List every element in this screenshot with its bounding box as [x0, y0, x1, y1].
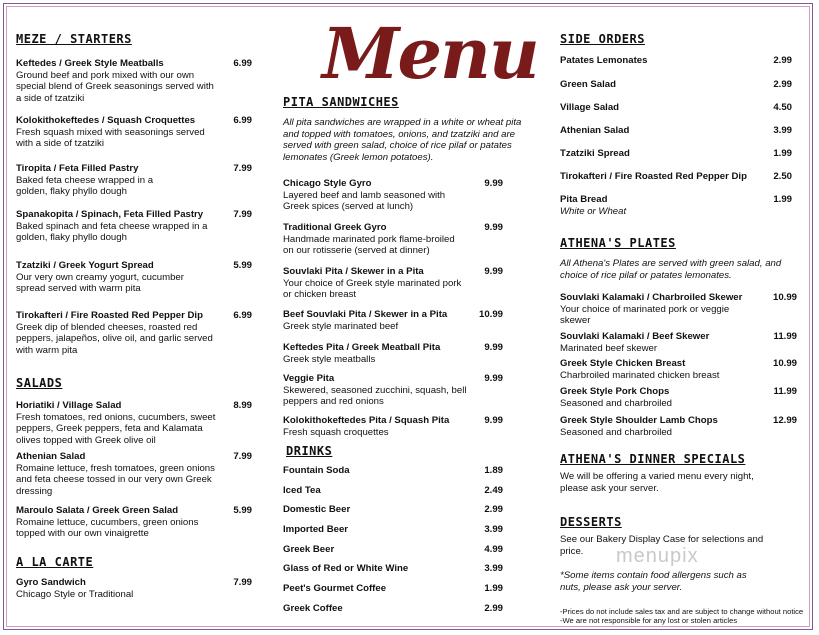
alacarte-heading: A LA CARTE	[16, 555, 94, 569]
menu-item: Greek Style Pork Chops Seasoned and charbroiled 11.99	[560, 386, 797, 409]
plates-heading: ATHENA'S PLATES	[560, 236, 676, 250]
menu-item: Green Salad 2.99	[560, 79, 792, 90]
menu-item: Maroulo Salata / Greek Green Salad Romaine lettuce, cucumbers, green onions topped with our own vinaigrette 5.99	[16, 505, 252, 540]
menu-item: Pita Bread White or Wheat 1.99	[560, 194, 792, 217]
pita-heading: PITA SANDWICHES	[283, 95, 399, 109]
plates-intro: All Athena's Plates are served with green salad, and choice of rice pilaf or patates lemonates.	[560, 258, 782, 281]
footnote: -We are not responsible for any lost or stolen articles	[560, 616, 738, 625]
menu-item: Greek Coffee 2.99	[283, 603, 503, 614]
menu-item: Keftedes / Greek Style Meatballs Ground beef and pork mixed with our own special blend of Greek seasonings served with a side of tzatziki 6.99	[16, 58, 252, 104]
menu-item: Glass of Red or White Wine 3.99	[283, 563, 503, 574]
menu-item: Souvlaki Kalamaki / Beef Skewer Marinated beef skewer 11.99	[560, 331, 797, 354]
menu-item: Traditional Greek Gyro Handmade marinated pork flame-broiled on our rotisserie (served at dinner) 9.99	[283, 222, 503, 257]
menu-item: Horiatiki / Village Salad Fresh tomatoes, red onions, cucumbers, sweet peppers, Greek peppers, feta and Kalamata olives topped with Greek olive oil 8.99	[16, 400, 252, 446]
menu-item: Athenian Salad Romaine lettuce, fresh tomatoes, green onions and feta cheese tossed in our very own Greek dressing 7.99	[16, 451, 252, 497]
watermark: menupix	[616, 545, 699, 567]
desserts-text: See our Bakery Display Case for selections and price.	[560, 534, 764, 557]
allergen-note: *Some items contain food allergens such as nuts, please ask your server.	[560, 570, 747, 593]
sides-heading: SIDE ORDERS	[560, 32, 645, 46]
menu-item: Chicago Style Gyro Layered beef and lamb seasoned with Greek spices (served at lunch) 9.99	[283, 178, 503, 213]
menu-item: Tzatziki / Greek Yogurt Spread Our very own creamy yogurt, cucumber spread served with warm pita 5.99	[16, 260, 252, 295]
menu-item: Peet's Gourmet Coffee 1.99	[283, 583, 503, 594]
desserts-heading: DESSERTS	[560, 515, 622, 529]
menu-item: Spanakopita / Spinach, Feta Filled Pastry Baked spinach and feta cheese wrapped in a golden, flaky phyllo dough 7.99	[16, 209, 252, 244]
menu-item: Tirokafteri / Fire Roasted Red Pepper Dip Greek dip of blended cheeses, roasted red peppers, jalapeños, olive oil, and garlic served with warm pita 6.99	[16, 310, 252, 356]
menu-item: Fountain Soda 1.89	[283, 465, 503, 476]
specials-text: We will be offering a varied menu every night, please ask your server.	[560, 471, 754, 494]
menu-logo: Menu	[322, 12, 538, 95]
menu-item: Veggie Pita Skewered, seasoned zucchini, squash, bell peppers and red onions 9.99	[283, 373, 503, 408]
menu-item: Iced Tea 2.49	[283, 485, 503, 496]
menu-item: Beef Souvlaki Pita / Skewer in a Pita Greek style marinated beef 10.99	[283, 309, 503, 332]
menu-item: Keftedes Pita / Greek Meatball Pita Greek style meatballs 9.99	[283, 342, 503, 365]
menu-item: Tzatziki Spread 1.99	[560, 148, 792, 159]
pita-intro: All pita sandwiches are wrapped in a white or wheat pita and topped with tomatoes, onions, and tzatziki and are served with green salad, choice of rice pilaf or patates lemonates (Greek lemon potatoes).	[283, 117, 522, 163]
menu-item: Patates Lemonates 2.99	[560, 55, 792, 66]
menu-item: Greek Style Chicken Breast Charbroiled marinated chicken breast 10.99	[560, 358, 797, 381]
menu-item: Souvlaki Pita / Skewer in a Pita Your choice of Greek style marinated pork or chicken breast 9.99	[283, 266, 503, 301]
menu-item: Domestic Beer 2.99	[283, 504, 503, 515]
menu-item: Kolokithokeftedes Pita / Squash Pita Fresh squash croquettes 9.99	[283, 415, 503, 438]
salads-heading: SALADS	[16, 376, 63, 390]
menu-item: Greek Style Shoulder Lamb Chops Seasoned and charbroiled 12.99	[560, 415, 797, 438]
menu-item: Tirokafteri / Fire Roasted Red Pepper Dip 2.50	[560, 171, 792, 182]
menu-item: Tiropita / Feta Filled Pastry Baked feta cheese wrapped in a golden, flaky phyllo dough 7.99	[16, 163, 252, 198]
menu-item: Imported Beer 3.99	[283, 524, 503, 535]
drinks-heading: DRINKS	[286, 444, 333, 458]
footnote: -Prices do not include sales tax and are subject to change without notice	[560, 607, 804, 616]
menu-item: Kolokithokeftedes / Squash Croquettes Fresh squash mixed with seasonings served with a side of tzatziki 6.99	[16, 115, 252, 150]
meze-heading: MEZE / STARTERS	[16, 32, 132, 46]
menu-item: Athenian Salad 3.99	[560, 125, 792, 136]
menu-item: Gyro Sandwich Chicago Style or Traditional 7.99	[16, 577, 252, 600]
menu-item: Village Salad 4.50	[560, 102, 792, 113]
menu-item: Greek Beer 4.99	[283, 544, 503, 555]
menu-item: Souvlaki Kalamaki / Charbroiled Skewer Your choice of marinated pork or veggie skewer 10.99	[560, 292, 797, 327]
specials-heading: ATHENA'S DINNER SPECIALS	[560, 452, 746, 466]
